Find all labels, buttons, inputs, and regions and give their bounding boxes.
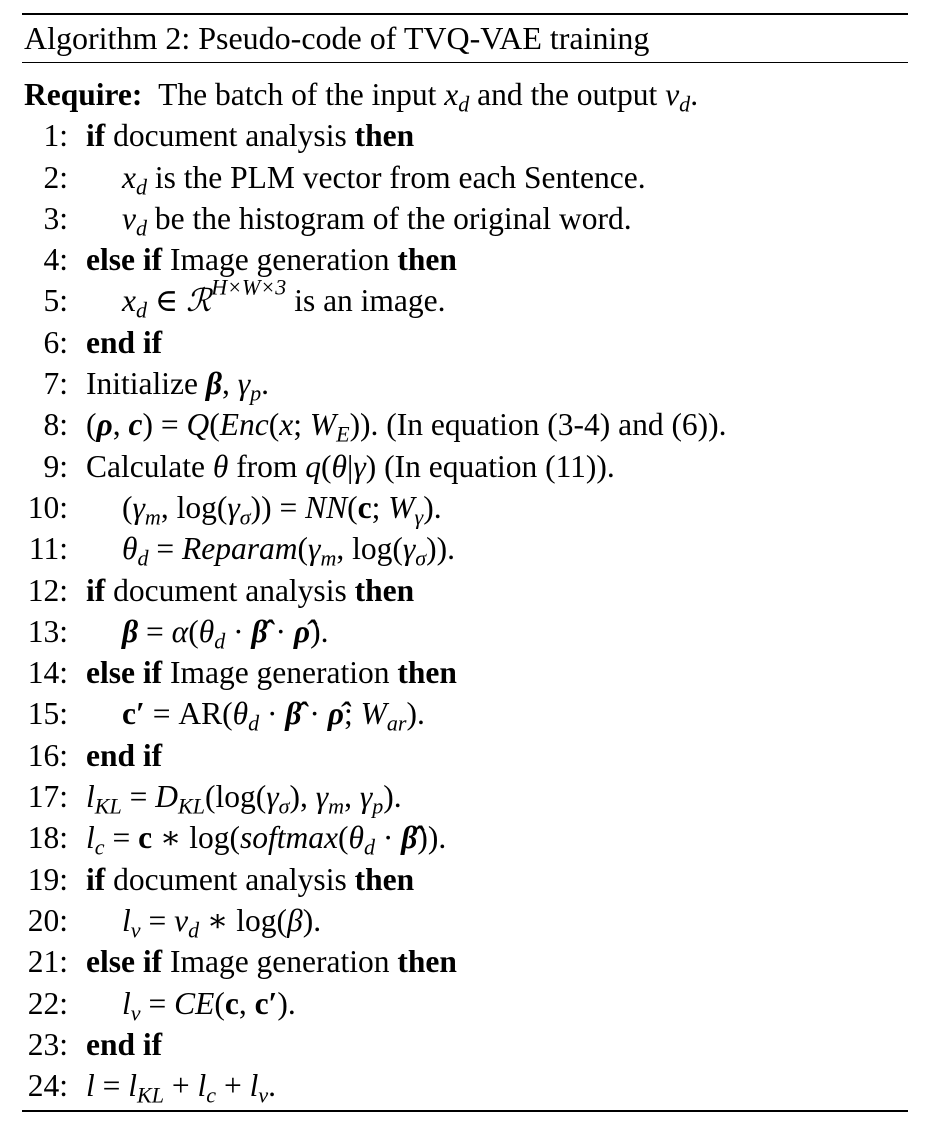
text: be the histogram of the original word. bbox=[147, 200, 632, 236]
math-symbol: Reparam bbox=[182, 531, 298, 567]
algorithm-line bbox=[0, 735, 928, 776]
math-symbol: d bbox=[214, 628, 226, 654]
math-symbol: CE bbox=[174, 985, 215, 1021]
keyword: then bbox=[354, 572, 415, 608]
text: ). bbox=[310, 613, 329, 649]
text: )) bbox=[349, 407, 371, 443]
math-symbol: d bbox=[135, 298, 148, 324]
text: · bbox=[374, 820, 402, 856]
text: Image generation bbox=[162, 944, 398, 980]
math-symbol: v bbox=[174, 902, 189, 938]
text: = bbox=[148, 531, 183, 567]
text: | bbox=[347, 448, 354, 484]
text: ). bbox=[302, 902, 322, 938]
math-symbol: d bbox=[135, 215, 148, 241]
text: , bbox=[238, 985, 255, 1021]
algorithm-line bbox=[0, 1065, 928, 1106]
text: is the PLM vector from each Sentence. bbox=[147, 159, 646, 195]
math-symbol: c bbox=[94, 834, 105, 860]
keyword: if bbox=[86, 861, 106, 897]
text: ( bbox=[209, 407, 220, 443]
line-content bbox=[122, 487, 442, 528]
algorithm-line bbox=[0, 487, 928, 528]
keyword: end if bbox=[86, 1026, 163, 1062]
math-symbol: H×W×3 bbox=[211, 274, 287, 300]
line-number: 11: bbox=[28, 531, 68, 567]
math-symbol: KL bbox=[178, 793, 205, 819]
text: = bbox=[121, 779, 156, 815]
text: · bbox=[225, 613, 252, 649]
title-rule bbox=[22, 62, 908, 63]
line-content bbox=[122, 198, 632, 239]
text: · bbox=[267, 613, 294, 649]
math-symbol: γ bbox=[353, 448, 366, 484]
math-symbol: γ bbox=[308, 531, 321, 567]
line-number: 17: bbox=[27, 779, 68, 815]
math-symbol: v bbox=[258, 1082, 269, 1108]
text: ; bbox=[293, 407, 310, 443]
text: ). bbox=[406, 696, 425, 732]
math-symbol: γ bbox=[237, 366, 251, 402]
keyword: if bbox=[86, 572, 106, 608]
line-content bbox=[86, 404, 727, 445]
text: ( bbox=[188, 613, 199, 649]
text: is an image. bbox=[286, 283, 446, 319]
math-symbol: Enc bbox=[219, 407, 269, 443]
bottom-rule bbox=[22, 1110, 908, 1112]
math-symbol: γ bbox=[227, 489, 240, 525]
line-number: 16: bbox=[27, 737, 68, 773]
math-symbol: ρ bbox=[96, 407, 113, 443]
text: · bbox=[259, 696, 286, 732]
line-number: 5: bbox=[43, 283, 68, 319]
line-content bbox=[122, 274, 446, 324]
text: )) = bbox=[250, 489, 306, 525]
line-number: 23: bbox=[27, 1026, 68, 1062]
line-content bbox=[86, 941, 457, 982]
math-symbol: β bbox=[205, 366, 222, 402]
math-symbol: ℛ bbox=[186, 283, 212, 319]
keyword: c bbox=[138, 820, 153, 856]
line-number: 14: bbox=[27, 655, 68, 691]
line-number: 24: bbox=[27, 1068, 68, 1104]
line-content bbox=[86, 859, 414, 900]
math-symbol: γ bbox=[414, 504, 424, 530]
text: ( bbox=[337, 820, 349, 856]
text: , bbox=[112, 407, 129, 443]
math-symbol: v bbox=[130, 917, 141, 943]
math-symbol: θ bbox=[198, 613, 215, 649]
text: Initialize bbox=[86, 366, 206, 402]
keyword: c′ bbox=[254, 985, 278, 1021]
line-content bbox=[122, 157, 646, 198]
text: Image generation bbox=[162, 655, 398, 691]
text: . bbox=[261, 366, 270, 402]
math-symbol: θ bbox=[348, 820, 364, 856]
math-symbol: σ bbox=[415, 545, 427, 571]
text: ∗ log( bbox=[152, 820, 240, 856]
line-content bbox=[122, 983, 296, 1024]
math-symbol: γ bbox=[132, 489, 145, 525]
line-number: 7: bbox=[43, 366, 68, 402]
text: document analysis bbox=[105, 118, 355, 154]
math-symbol: D bbox=[155, 779, 178, 815]
text: = bbox=[140, 985, 175, 1021]
line-content bbox=[122, 900, 321, 941]
text: ∗ log( bbox=[199, 902, 287, 938]
text: ). bbox=[423, 489, 442, 525]
math-symbol: W bbox=[309, 407, 337, 443]
algorithm-line bbox=[0, 157, 928, 198]
math-symbol: l bbox=[122, 902, 131, 938]
math-symbol: d bbox=[137, 545, 149, 571]
math-symbol: m bbox=[144, 504, 161, 530]
text: + bbox=[164, 1068, 198, 1104]
math-symbol: θ bbox=[212, 448, 229, 484]
text: ( bbox=[347, 489, 358, 525]
math-symbol: x bbox=[279, 407, 294, 443]
math-symbol: l bbox=[249, 1068, 259, 1104]
math-symbol: γ bbox=[402, 531, 416, 567]
text: The batch of the input bbox=[142, 77, 445, 112]
keyword: then bbox=[354, 861, 415, 897]
math-symbol: β bbox=[287, 902, 303, 938]
algorithm-line bbox=[0, 817, 928, 858]
math-symbol: KL bbox=[94, 793, 122, 819]
require-content bbox=[24, 74, 698, 115]
math-symbol: NN bbox=[305, 489, 348, 525]
algorithm-line bbox=[0, 941, 928, 982]
keyword: then bbox=[354, 118, 415, 154]
math-symbol: d bbox=[458, 91, 470, 117]
algorithm-line bbox=[0, 198, 928, 239]
text: ( bbox=[297, 531, 309, 567]
math-symbol: l bbox=[128, 1068, 138, 1104]
top-rule bbox=[22, 13, 908, 15]
math-symbol: ρ̂ bbox=[327, 696, 344, 732]
math-symbol: β bbox=[122, 613, 139, 649]
text: · bbox=[301, 696, 328, 732]
line-number: 3: bbox=[43, 200, 68, 236]
line-number: 21: bbox=[27, 944, 68, 980]
line-number: 18: bbox=[27, 820, 68, 856]
math-symbol: l bbox=[86, 779, 95, 815]
require-line bbox=[0, 74, 928, 115]
algorithm-line bbox=[0, 274, 928, 324]
text: . (In equation (3-4) and (6)). bbox=[370, 407, 727, 443]
text: ( bbox=[268, 407, 280, 443]
math-symbol: l bbox=[197, 1068, 207, 1104]
keyword: end if bbox=[86, 737, 163, 773]
text: ) (In equation (11)). bbox=[365, 448, 615, 484]
text: . bbox=[268, 1068, 277, 1104]
algorithm-line bbox=[0, 363, 928, 404]
line-number: 19: bbox=[27, 861, 68, 897]
line-content bbox=[86, 735, 162, 776]
text: ). bbox=[277, 985, 296, 1021]
keyword: Require: bbox=[24, 77, 143, 112]
math-symbol: l bbox=[122, 985, 131, 1021]
keyword: else if bbox=[86, 655, 163, 691]
text: , log( bbox=[160, 489, 228, 525]
keyword: c′ bbox=[122, 696, 145, 732]
text: , bbox=[344, 779, 360, 815]
algorithm-line bbox=[0, 652, 928, 693]
math-symbol: softmax bbox=[239, 820, 338, 856]
line-number: 6: bbox=[43, 324, 68, 360]
text: ; bbox=[344, 696, 361, 732]
text: )). bbox=[426, 531, 456, 567]
algorithm-line bbox=[0, 1024, 928, 1065]
line-content bbox=[122, 611, 328, 652]
line-content bbox=[122, 528, 455, 569]
text: and the output bbox=[469, 77, 666, 112]
text: = bbox=[104, 820, 139, 856]
math-symbol: d bbox=[248, 711, 260, 737]
algorithm-line bbox=[0, 900, 928, 941]
math-symbol: l bbox=[86, 1068, 95, 1104]
math-symbol: v bbox=[130, 1000, 141, 1026]
text: ( bbox=[321, 448, 332, 484]
line-number: 9: bbox=[43, 448, 68, 484]
text: ) = bbox=[142, 407, 187, 443]
line-number: 20: bbox=[27, 902, 68, 938]
algorithm-line bbox=[0, 446, 928, 487]
math-symbol: Q bbox=[186, 407, 210, 443]
text: = AR( bbox=[144, 696, 233, 732]
line-number: 2: bbox=[43, 159, 68, 195]
math-symbol: l bbox=[86, 820, 95, 856]
line-content bbox=[86, 652, 457, 693]
text: = bbox=[138, 613, 172, 649]
math-symbol: ρ̂ bbox=[293, 613, 311, 649]
math-symbol: α bbox=[171, 613, 189, 649]
math-symbol: θ bbox=[232, 696, 249, 732]
text: ∈ bbox=[147, 283, 187, 319]
math-symbol: d bbox=[679, 91, 691, 117]
algorithm-line bbox=[0, 322, 928, 363]
line-number: 15: bbox=[27, 696, 68, 732]
math-symbol: θ bbox=[122, 531, 138, 567]
line-content bbox=[86, 817, 446, 858]
algorithm-line bbox=[0, 570, 928, 611]
text: ; bbox=[371, 489, 389, 525]
keyword: then bbox=[397, 242, 457, 278]
line-number: 13: bbox=[27, 613, 68, 649]
line-content bbox=[122, 693, 425, 737]
text: ( bbox=[122, 489, 133, 525]
line-number: 12: bbox=[27, 572, 68, 608]
text: (log( bbox=[204, 779, 267, 815]
text: document analysis bbox=[105, 861, 355, 897]
line-content bbox=[86, 570, 414, 611]
text: from bbox=[228, 448, 306, 484]
math-symbol: β̂ bbox=[401, 820, 418, 856]
math-symbol: q bbox=[305, 448, 322, 484]
keyword: else if bbox=[86, 944, 163, 980]
math-symbol: m bbox=[328, 793, 345, 819]
math-symbol: W bbox=[388, 489, 415, 525]
line-number: 10: bbox=[27, 489, 68, 525]
line-content bbox=[86, 776, 402, 817]
line-content bbox=[86, 1065, 276, 1106]
algorithm-line bbox=[0, 693, 928, 737]
line-content bbox=[86, 115, 414, 156]
algorithm-line bbox=[0, 528, 928, 569]
keyword: c bbox=[224, 985, 239, 1021]
math-symbol: β̂ bbox=[251, 613, 268, 649]
math-symbol: γ bbox=[359, 779, 373, 815]
math-symbol: W bbox=[360, 696, 387, 732]
math-symbol: γ bbox=[266, 779, 279, 815]
text: ), bbox=[289, 779, 316, 815]
math-symbol: σ bbox=[278, 793, 290, 819]
math-symbol: m bbox=[320, 545, 337, 571]
line-number: 22: bbox=[27, 985, 68, 1021]
text: ( bbox=[214, 985, 225, 1021]
text: ( bbox=[86, 407, 97, 443]
algorithm-line bbox=[0, 404, 928, 445]
line-content bbox=[86, 446, 615, 487]
math-symbol: d bbox=[363, 834, 375, 860]
math-symbol: p bbox=[250, 380, 262, 406]
text: = bbox=[94, 1068, 129, 1104]
algorithm-line bbox=[0, 983, 928, 1024]
text: ). bbox=[383, 779, 402, 815]
line-number: 8: bbox=[43, 407, 68, 443]
math-symbol: KL bbox=[137, 1082, 165, 1108]
text: document analysis bbox=[105, 572, 355, 608]
keyword: end if bbox=[86, 324, 163, 360]
algorithm-line bbox=[0, 239, 928, 280]
math-symbol: p bbox=[372, 793, 384, 819]
math-symbol: x bbox=[122, 159, 136, 195]
math-symbol: x bbox=[444, 77, 459, 112]
keyword: c bbox=[357, 489, 372, 525]
text: )). bbox=[417, 820, 447, 856]
math-symbol: c bbox=[128, 407, 143, 443]
algorithm-line bbox=[0, 776, 928, 817]
math-symbol: β̂ bbox=[285, 696, 302, 732]
math-symbol: x bbox=[122, 283, 136, 319]
math-symbol: d bbox=[188, 917, 200, 943]
math-symbol: θ bbox=[331, 448, 348, 484]
math-symbol: σ bbox=[239, 504, 251, 530]
keyword: else if bbox=[86, 242, 163, 278]
math-symbol: v bbox=[665, 77, 680, 112]
algorithm-line bbox=[0, 859, 928, 900]
line-number: 1: bbox=[43, 118, 68, 154]
math-symbol: ar bbox=[386, 711, 407, 737]
line-content bbox=[86, 1024, 162, 1065]
line-number: 4: bbox=[43, 242, 68, 278]
math-symbol: v bbox=[122, 200, 136, 236]
text: , bbox=[221, 366, 238, 402]
text: , log( bbox=[336, 531, 403, 567]
text: + bbox=[216, 1068, 250, 1104]
algorithm-line bbox=[0, 611, 928, 652]
line-content bbox=[86, 363, 269, 404]
algorithm-line bbox=[0, 115, 928, 156]
algorithm-title: Algorithm 2: Pseudo-code of TVQ-VAE training bbox=[24, 20, 650, 56]
math-symbol: E bbox=[336, 421, 350, 447]
algorithm-body bbox=[0, 74, 928, 1106]
math-symbol: d bbox=[135, 174, 148, 200]
keyword: then bbox=[397, 944, 457, 980]
line-content bbox=[86, 322, 162, 363]
text: Image generation bbox=[162, 242, 398, 278]
text: Calculate bbox=[86, 448, 213, 484]
text: . bbox=[690, 77, 699, 112]
math-symbol: γ bbox=[315, 779, 329, 815]
keyword: if bbox=[86, 118, 106, 154]
math-symbol: c bbox=[206, 1082, 217, 1108]
keyword: then bbox=[397, 655, 457, 691]
text: = bbox=[140, 902, 175, 938]
